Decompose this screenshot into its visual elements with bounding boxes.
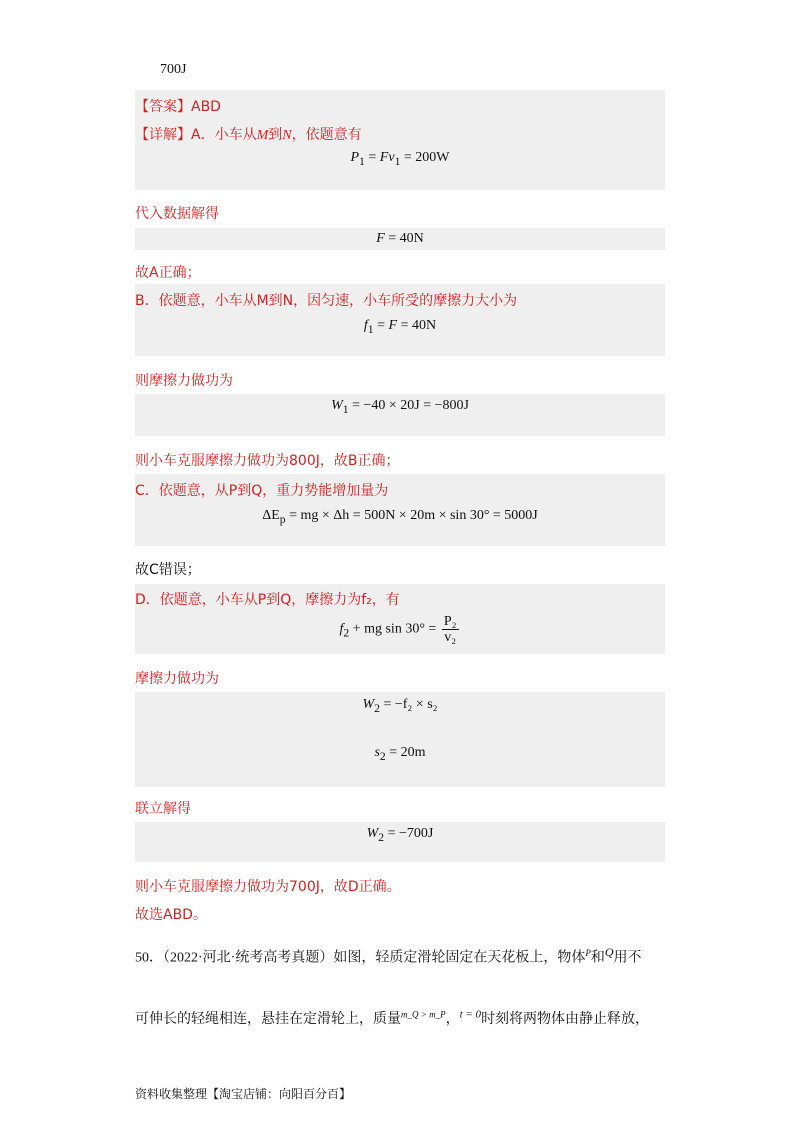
text-option-c: C．依题意，从P到Q，重力势能增加量为 <box>135 483 389 499</box>
text-option-d: D．依题意，小车从P到Q，摩擦力为f₂，有 <box>135 592 400 608</box>
equation-potential-energy: $\Delta E_p$ = mg × Δh = 500N × 20m × sin 30° = 5000J <box>262 508 538 526</box>
text-solve: 联立解得 <box>135 801 191 817</box>
detail-line-a: 【详解】A．小车从M到N，依题意有 <box>135 127 362 143</box>
equation-friction-f2: $f_2$ + mg sin 30° = $\frac{\text{P₂}}{\text{v₂}}$ <box>339 614 457 645</box>
page-footer: 资料收集整理【淘宝店铺：向阳百分百】 <box>135 1087 352 1101</box>
text-substitute: 代入数据解得 <box>135 206 219 222</box>
answer-label: 【答案】ABD <box>135 99 221 115</box>
text-friction-work-2: 摩擦力做功为 <box>135 671 219 687</box>
text-b-correct: 则小车克服摩擦力做功为800J，故B正确； <box>135 453 400 469</box>
equation-work-w2-result: $W_2 = -700J$ <box>366 826 434 844</box>
equation-distance-s2: $s_2 = 20m$ <box>374 745 426 763</box>
text-choose: 故选ABD。 <box>135 907 207 923</box>
fraction-p2-v2: $\frac{\text{P₂}}{\text{v₂}}$ <box>443 614 457 645</box>
question-50-line-2: 可伸长的轻绳相连，悬挂在定滑轮上，质量$^{m\_Q > m\_P}$，$^{t = 0}$时刻将两物体由静止释放， <box>135 1008 650 1027</box>
question-50-line-1: 50．（2022·河北·统考高考真题）如图，轻质定滑轮固定在天花板上，物体$^P$和Q用不 <box>135 945 642 966</box>
text-option-b: B．依题意，小车从M到N，因匀速，小车所受的摩擦力大小为 <box>135 293 518 309</box>
text-friction-work: 则摩擦力做功为 <box>135 373 233 389</box>
text-d-correct: 则小车克服摩擦力做功为700J，故D正确。 <box>135 879 401 895</box>
text-c-wrong: 故C错误； <box>135 562 201 578</box>
equation-work-w2: $W_2 = -f_2 \times s_2$ <box>362 697 438 715</box>
equation-force-f: F = 40N <box>376 231 424 246</box>
equation-friction-f1: $f_1 = F = 40N$ <box>363 318 437 336</box>
text-a-correct: 故A正确； <box>135 265 201 281</box>
equation-work-w1: $W_1 = -40 \times 20J = -800J$ <box>331 398 469 416</box>
equation-power-p1: $P_1 = Fv_1 = 200W$ <box>350 150 450 168</box>
previous-option-value: 700J <box>160 62 187 77</box>
